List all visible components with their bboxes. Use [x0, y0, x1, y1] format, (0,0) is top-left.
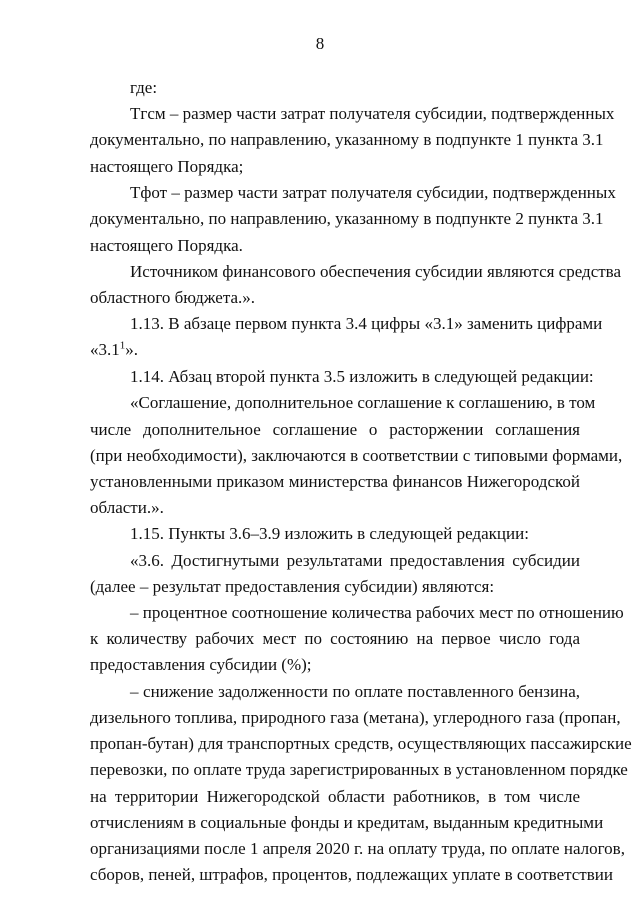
text-line: дизельного топлива, природного газа (метана), углеродного газа (пропан, [90, 708, 621, 727]
text-fragment: ». [125, 340, 138, 359]
text-line: области.». [90, 498, 164, 517]
text-line: перевозки, по оплате труда зарегистрированных в установленном порядке [90, 760, 628, 779]
text-line: настоящего Порядка. [90, 236, 243, 255]
text-line: Тгсм – размер части затрат получателя субсидии, подтвержденных [130, 104, 615, 123]
text-line [90, 340, 580, 360]
text-line: областного бюджета.». [90, 288, 256, 307]
text-line: «3.6. Достигнутыми результатами предоставления субсидии [130, 551, 580, 570]
text-line: – снижение задолженности по оплате поставленного бензина, [130, 682, 580, 701]
text-line: где: [130, 78, 158, 97]
text-line: 1.14. Абзац второй пункта 3.5 изложить в следующей редакции: [130, 367, 594, 386]
text-line: числе дополнительное соглашение о расторжении соглашения [90, 420, 580, 439]
text-line: (далее – результат предоставления субсидии) являются: [90, 577, 495, 596]
text-line: «Соглашение, дополнительное соглашение к соглашению, в том [130, 393, 596, 412]
text-line: на территории Нижегородской области работников, в том числе [90, 787, 580, 806]
text-line: к количеству рабочих мест по состоянию на первое число года [90, 629, 580, 648]
text-line: 1.13. В абзаце первом пункта 3.4 цифры «3.1» заменить цифрами [130, 314, 603, 333]
text-line: документально, по направлению, указанному в подпункте 1 пункта 3.1 [90, 130, 604, 149]
text-line: предоставления субсидии (%); [90, 655, 312, 674]
superscript: 1 [119, 339, 126, 352]
text-line: настоящего Порядка; [90, 157, 244, 176]
text-line: пропан-бутан) для транспортных средств, осуществляющих пассажирские [90, 734, 632, 753]
text-line: (при необходимости), заключаются в соответствии с типовыми формами, [90, 446, 623, 465]
text-line: Тфот – размер части затрат получателя субсидии, подтвержденных [130, 183, 616, 202]
text-line: – процентное соотношение количества рабочих мест по отношению [130, 603, 624, 622]
text-line: отчислениям в социальные фонды и кредитам, выданным кредитными [90, 813, 604, 832]
text-line: Источником финансового обеспечения субсидии являются средства [130, 262, 622, 281]
page-number: 8 [315, 34, 325, 53]
text-fragment: «3.1 [90, 340, 120, 359]
text-line: документально, по направлению, указанному в подпункте 2 пункта 3.1 [90, 209, 604, 228]
text-line: сборов, пеней, штрафов, процентов, подлежащих уплате в соответствии [90, 865, 613, 884]
text-line: 1.15. Пункты 3.6–3.9 изложить в следующей редакции: [130, 524, 529, 543]
text-line: установленными приказом министерства финансов Нижегородской [90, 472, 580, 491]
text-line: организациями после 1 апреля 2020 г. на оплату труда, по оплате налогов, [90, 839, 625, 858]
